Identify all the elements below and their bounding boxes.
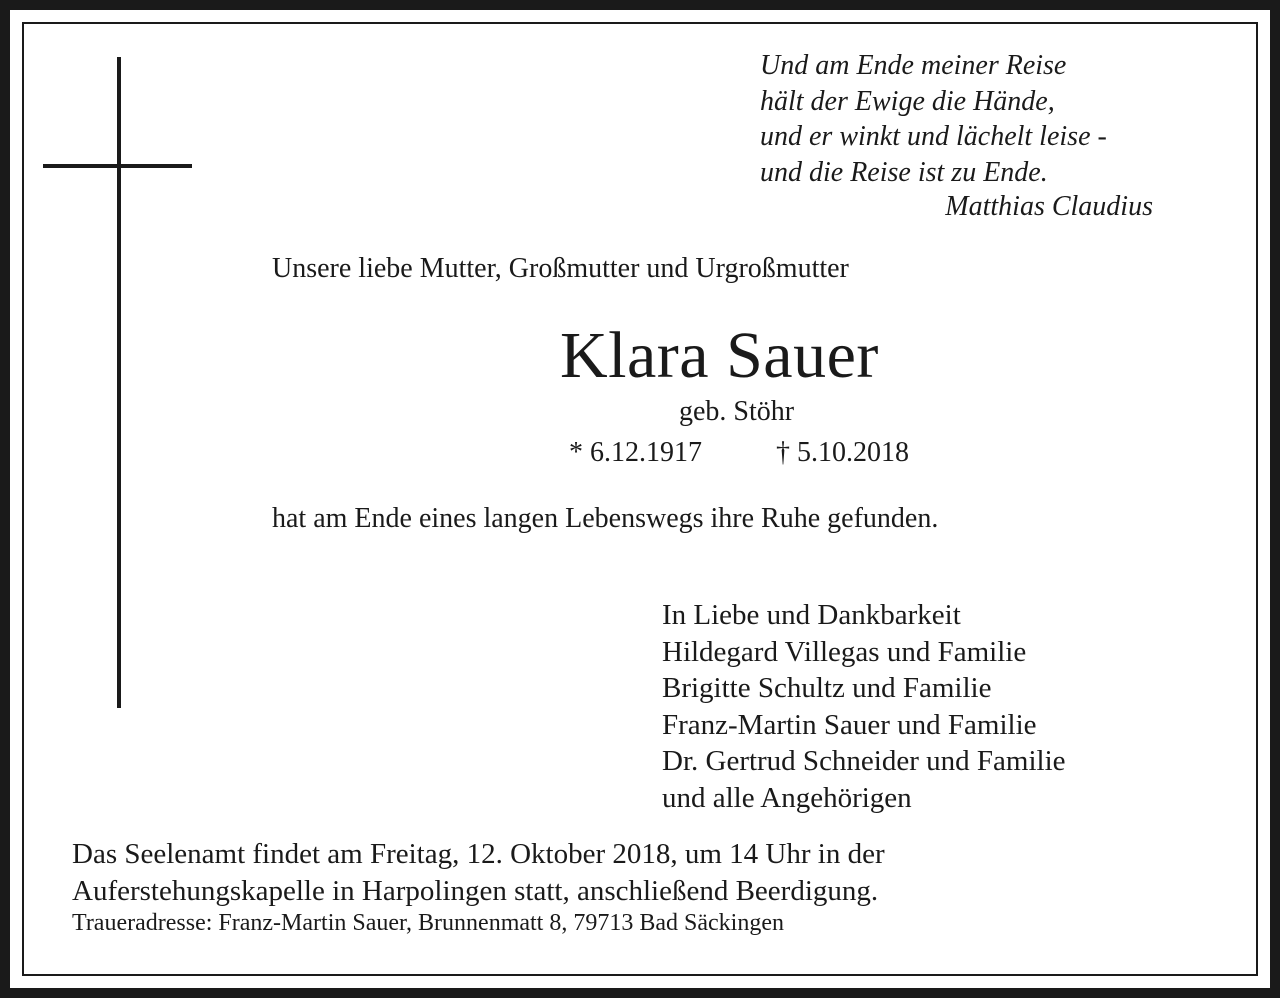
birth-date: * 6.12.1917 <box>569 437 702 468</box>
mourner-line: und alle Angehörigen <box>662 781 912 814</box>
intro-text: Unsere liebe Mutter, Großmutter und Urgroßmutter <box>272 253 849 284</box>
mourners-list <box>662 597 1066 817</box>
service-info <box>72 836 885 909</box>
service-line: Auferstehungskapelle in Harpolingen statt, anschließend Beerdigung. <box>72 874 879 907</box>
deceased-name: Klara Sauer <box>560 319 879 392</box>
service-line: Das Seelenamt findet am Freitag, 12. Oktober 2018, um 14 Uhr in der <box>72 838 885 870</box>
quote-line: Und am Ende meiner Reise <box>760 50 1067 81</box>
mourning-address: Traueradresse: Franz-Martin Sauer, Brunnenmatt 8, 79713 Bad Säckingen <box>72 910 784 936</box>
quote-line: hält der Ewige die Hände, <box>760 85 1055 117</box>
maiden-name: geb. Stöhr <box>679 396 795 427</box>
poem-quote <box>760 48 1107 191</box>
quote-line: und er winkt und lächelt leise - <box>760 121 1107 153</box>
cross-horizontal-bar <box>43 164 192 168</box>
mourner-line: Dr. Gertrud Schneider und Familie <box>662 745 1066 778</box>
cross-vertical-bar <box>117 57 121 708</box>
mourner-line: Franz-Martin Sauer und Familie <box>662 708 1037 741</box>
death-date: † 5.10.2018 <box>776 437 909 468</box>
mourner-line: Brigitte Schultz und Familie <box>662 672 992 705</box>
closing-text: hat am Ende eines langen Lebenswegs ihre Ruhe gefunden. <box>272 503 939 534</box>
mourner-line: Hildegard Villegas und Familie <box>662 635 1027 668</box>
mourner-line: In Liebe und Dankbarkeit <box>662 599 961 631</box>
quote-line: und die Reise ist zu Ende. <box>760 157 1048 189</box>
quote-author: Matthias Claudius <box>945 191 1153 222</box>
